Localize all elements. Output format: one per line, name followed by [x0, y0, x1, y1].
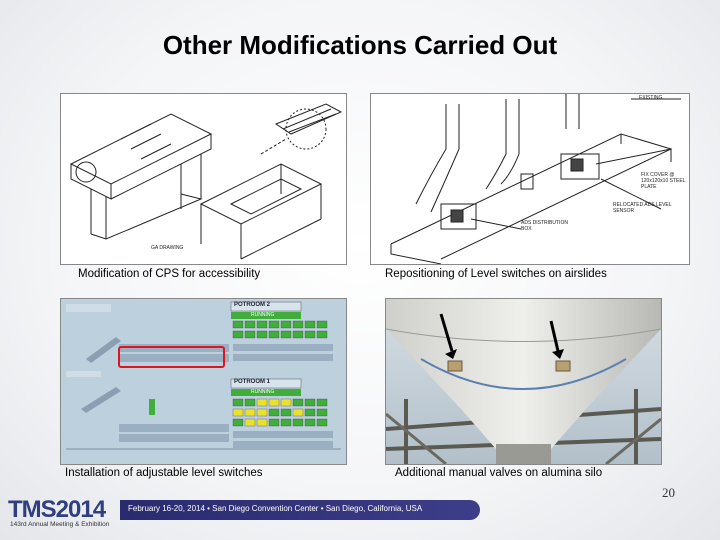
tms-logo-subtitle: 143rd Annual Meeting & Exhibition — [10, 521, 110, 528]
label-fix-cover: FIX COVER @ 120x120x10 STEEL PLATE — [641, 172, 686, 190]
hmi-potroom1-title: POTROOM 1 — [234, 379, 271, 385]
footer-event-line: February 16-20, 2014 • San Diego Convention Center • San Diego, California, USA — [128, 504, 423, 513]
caption-manual-valves: Additional manual valves on alumina silo — [395, 467, 603, 479]
caption-level-switches: Repositioning of Level switches on airslides — [385, 268, 607, 280]
page-number: 20 — [662, 485, 675, 500]
caption-adjustable-level-switches: Installation of adjustable level switches — [65, 467, 263, 479]
label-relocated-sensor: RELOCATED ADS LEVEL SENSOR — [613, 202, 672, 214]
airslide-drawing-image — [370, 93, 690, 265]
caption-cps-modification: Modification of CPS for accessibility — [78, 268, 261, 280]
tms-logo: TMS2014 — [8, 496, 106, 523]
hmi-screen-image — [60, 298, 347, 465]
slide-title: Other Modifications Carried Out — [162, 30, 558, 60]
svg-text:GA DRAWING: GA DRAWING — [151, 245, 184, 251]
hmi-potroom1-status: RUNNING — [251, 389, 275, 395]
silo-photo-image — [385, 298, 662, 465]
label-distribution-box: ADS DISTRIBUTION BOX — [521, 220, 568, 232]
label-existing: EXISTING — [639, 95, 663, 101]
hmi-potroom2-title: POTROOM 2 — [234, 302, 271, 308]
hmi-potroom2-status: RUNNING — [251, 312, 275, 318]
cps-drawing-image — [60, 93, 347, 265]
